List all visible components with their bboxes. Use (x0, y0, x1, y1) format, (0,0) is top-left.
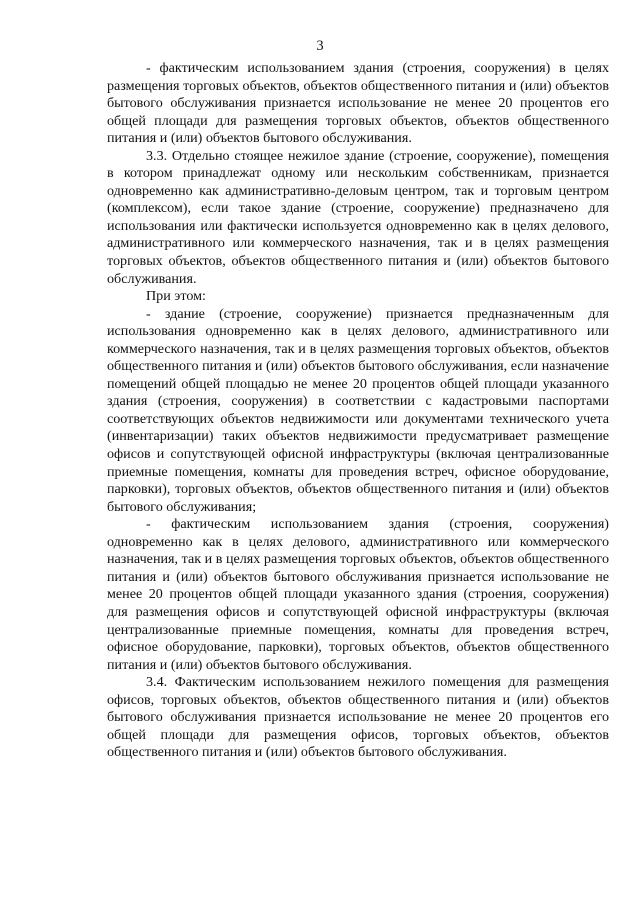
paragraph-actual-use-combined: - фактическим использованием здания (строения, сооружения) одновременно как в целях делового, административного или коммерческого назначения, так и в целях размещения торговых объектов, объектов общественного питания и (или) объектов бытового обслуживания признается использование не менее 20 процентов общей площади указанного здания (строения, сооружения) для размещения офисов и сопутствующей офисной инфраструктуры (включая централизованные приемные помещения, комнаты для проведения встреч, офисное оборудование, парковки), торговых объектов, объектов общественного питания и (или) объектов бытового обслуживания. (107, 516, 609, 673)
page-number: 3 (316, 38, 324, 54)
paragraph-section-3-3: 3.3. Отдельно стоящее нежилое здание (строение, сооружение), помещения в котором принадлежат одному или нескольким собственникам, признается одновременно как административно-деловым центром, так и торговым центром (комплексом), если такое здание (строение, сооружение) предназначено для использования или фактически используется одновременно как в целях делового, административного или коммерческого назначения, так и в целях размещения торговых объектов, объектов общественного питания и (или) объектов бытового обслуживания. (107, 147, 609, 287)
document-body (107, 60, 609, 762)
paragraph-section-3-4: 3.4. Фактическим использованием нежилого помещения для размещения офисов, торговых объектов, объектов общественного питания и (или) объектов бытового обслуживания признается использование не менее 20 процентов его общей площади для размещения офисов, торговых объектов, объектов общественного питания и (или) объектов бытового обслуживания. (107, 674, 609, 761)
paragraph-actual-use-trade: - фактическим использованием здания (строения, сооружения) в целях размещения торговых объектов, объектов общественного питания и (или) объектов бытового обслуживания признается использование не менее 20 процентов его общей площади для размещения торговых объектов, объектов общественного питания и (или) объектов бытового обслуживания. (107, 60, 609, 147)
paragraph-designated-use: - здание (строение, сооружение) признается предназначенным для использования одновременно как в целях делового, административного или коммерческого назначения, так и в целях размещения торговых объектов, объектов общественного питания и (или) объектов бытового обслуживания, если назначение помещений общей площадью не менее 20 процентов общей площади указанного здания (строения, сооружения) в соответствии с кадастровыми паспортами соответствующих объектов недвижимости или документами технического учета (инвентаризации) таких объектов недвижимости предусматривает размещение офисов и сопутствующей офисной инфраструктуры (включая централизованные приемные помещения, комнаты для проведения встреч, офисное оборудование, парковки), торговых объектов, объектов общественного питания и (или) объектов бытового обслуживания; (107, 305, 609, 515)
paragraph-wherein: При этом: (146, 288, 206, 305)
